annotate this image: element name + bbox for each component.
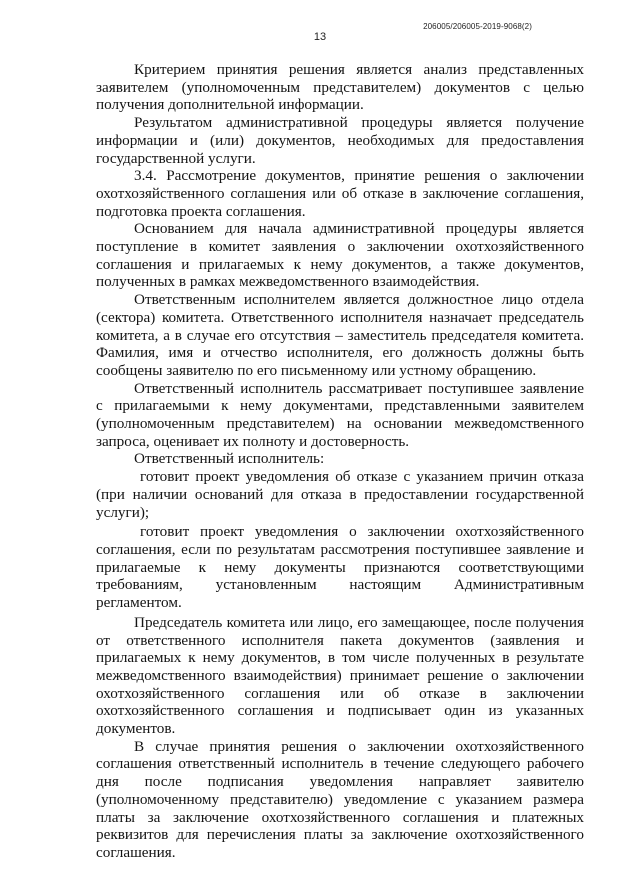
paragraph-chairman-decision: Председатель комитета или лицо, его замещающее, после получения от ответственного исполнителя пакета документов (заявления и прилагаемых к нему документов, в том числе полученных в результате межведомственного взаимодействия) принимает решение о заключении охотхозяйственного соглашения или об отказе в заключении охотхозяйственного соглашения и подписывает один из указанных документов. bbox=[96, 613, 584, 738]
paragraph-procedure-result: Результатом административной процедуры является получение информации и (или) документов, необходимых для предоставления государственной услуги. bbox=[96, 114, 584, 167]
paragraph-review-application: Ответственный исполнитель рассматривает поступившее заявление с прилагаемыми к нему документами, представленными заявителем (уполномоченным представителем) на основании межведомственного запроса, оценивает их полноту и достоверность. bbox=[96, 379, 584, 450]
paragraph-section-3-4: 3.4. Рассмотрение документов, принятие решения о заключении охотхозяйственного соглашения или об отказе в заключение соглашения, подготовка проекта соглашения. bbox=[96, 167, 584, 220]
paragraph-refusal-notice: готовит проект уведомления об отказе с указанием причин отказа (при наличии оснований для отказа в предоставлении государственной услуги); bbox=[96, 468, 584, 521]
paragraph-notification-fee: В случае принятия решения о заключении охотхозяйственного соглашения ответственный исполнитель в течение следующего рабочего дня после подписания уведомления направляет заявителю (уполномоченному представителю) уведомление с указанием размера платы за заключение охотхозяйственного соглашения и платежных реквизитов для перечисления платы за заключение охотхозяйственного соглашения. bbox=[96, 737, 584, 861]
paragraph-procedure-basis: Основанием для начала административной процедуры является поступление в комитет заявления о заключении охотхозяйственного соглашения и прилагаемых к нему документов, а также документов, полученных в рамках межведомственного взаимодействия. bbox=[96, 220, 584, 291]
paragraph-responsible-officer: Ответственным исполнителем является должностное лицо отдела (сектора) комитета. Ответственного исполнителя назначает председатель комитета, а в случае его отсутствия – заместитель председателя комитета. Фамилия, имя и отчество исполнителя, его должность должны быть сообщены заявителю по его письменному или устному обращению. bbox=[96, 291, 584, 379]
paragraph-agreement-notice: готовит проект уведомления о заключении охотхозяйственного соглашения, если по результатам рассмотрения поступившее заявление и прилагаемые к нему документы признаются соответствующими требованиям, установленным настоящим Административным регламентом. bbox=[96, 523, 584, 612]
page-number: 13 bbox=[313, 31, 327, 43]
document-body bbox=[96, 61, 584, 862]
paragraph-officer-duties-intro: Ответственный исполнитель: bbox=[134, 450, 325, 468]
document-reference: 206005/206005-2019-9068(2) bbox=[423, 22, 532, 31]
paragraph-decision-criterion: Критерием принятия решения является анализ представленных заявителем (уполномоченным представителем) документов с целью получения дополнительной информации. bbox=[96, 61, 584, 114]
